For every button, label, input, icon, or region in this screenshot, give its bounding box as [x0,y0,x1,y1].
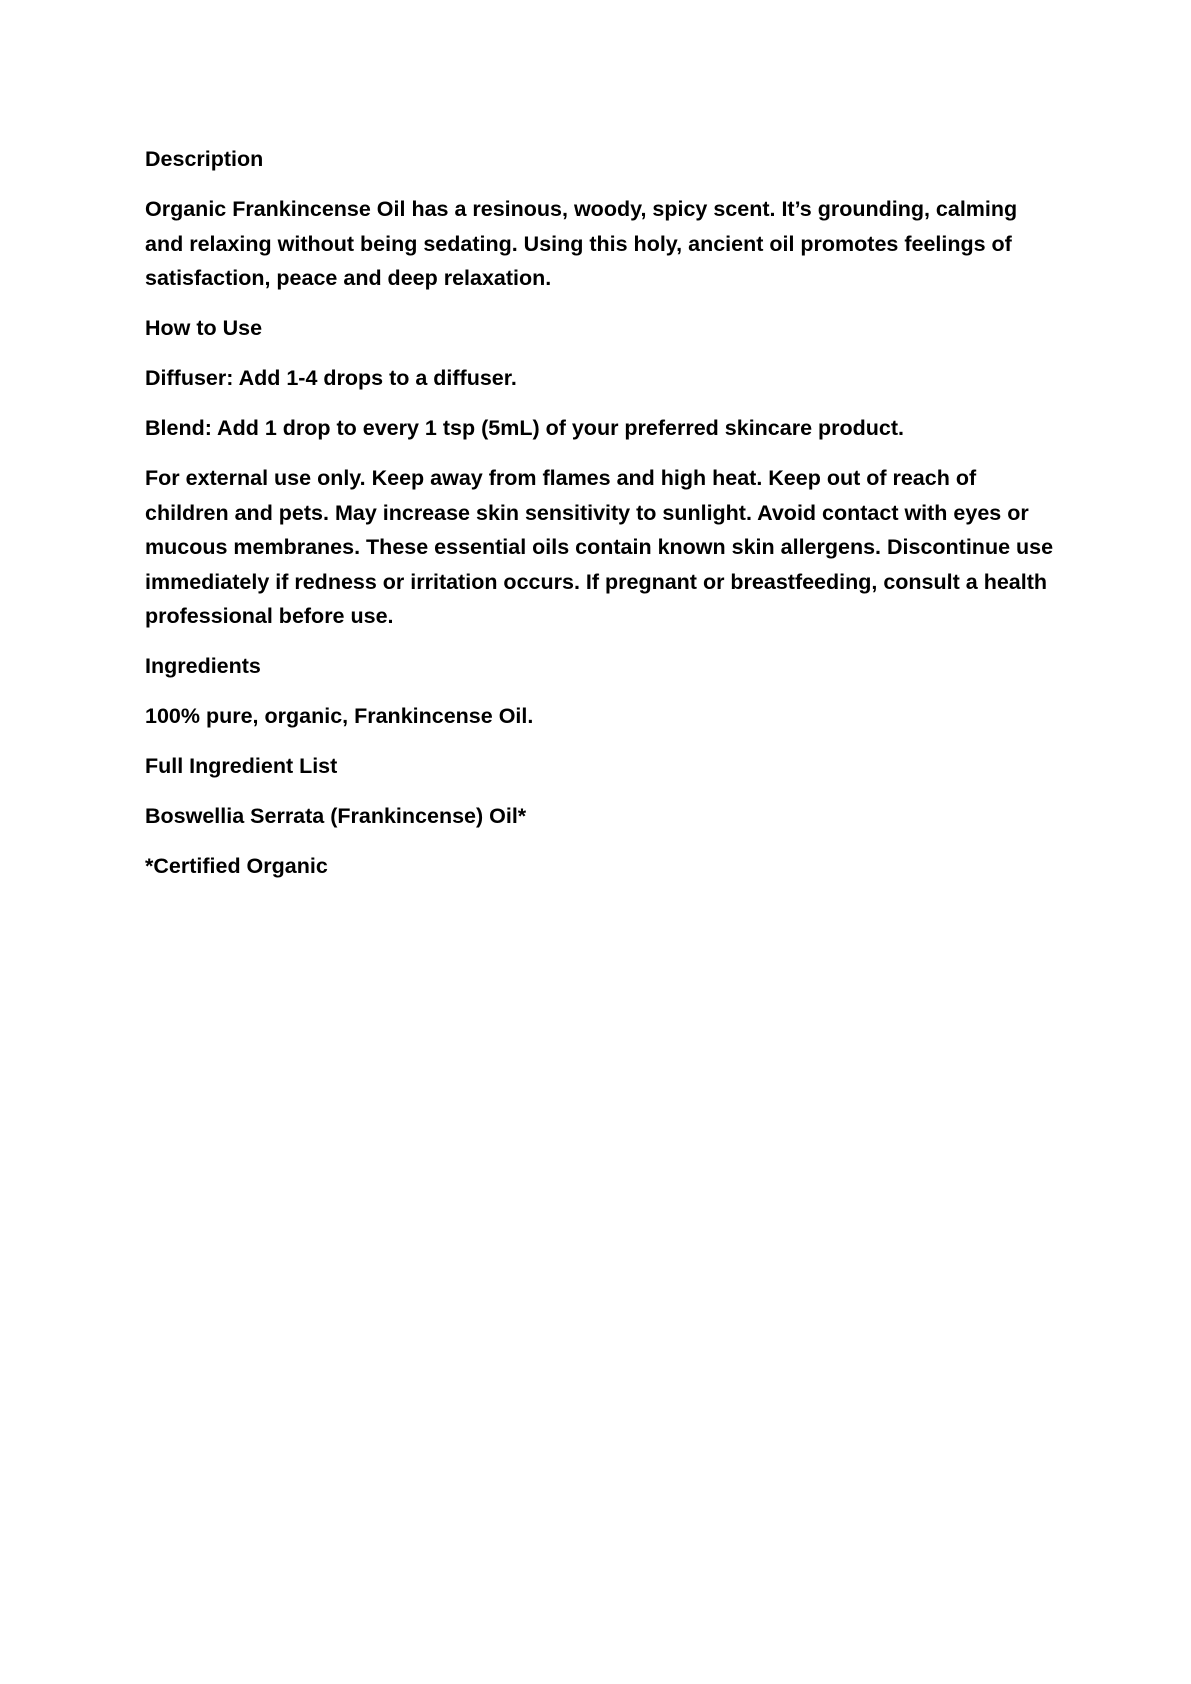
full-ingredient-list-item: Boswellia Serrata (Frankincense) Oil* [145,804,527,828]
description-heading: Description [145,147,264,171]
diffuser-instruction: Diffuser: Add 1-4 drops to a diffuser. [145,366,517,390]
how-to-use-heading: How to Use [145,316,263,340]
blend-instruction: Blend: Add 1 drop to every 1 tsp (5mL) of your preferred skincare product. [145,416,905,440]
ingredients-summary: 100% pure, organic, Frankincense Oil. [145,704,534,728]
document-content [145,142,1060,899]
certified-organic-note: *Certified Organic [145,854,328,878]
safety-warning: For external use only. Keep away from flames and high heat. Keep out of reach of children and pets. May increase skin sensitivity to sunlight. Avoid contact with eyes or mucous membranes. These essential oils contain known skin allergens. Discontinue use immediately if redness or irritation occurs. If pregnant or breastfeeding, consult a health professional before use. [145,466,1054,628]
description-paragraph: Organic Frankincense Oil has a resinous, woody, spicy scent. It’s grounding, calming and relaxing without being sedating. Using this holy, ancient oil promotes feelings of satisfaction, peace and deep relaxation. [145,197,1018,290]
full-ingredient-list-heading: Full Ingredient List [145,754,338,778]
ingredients-heading: Ingredients [145,654,261,678]
